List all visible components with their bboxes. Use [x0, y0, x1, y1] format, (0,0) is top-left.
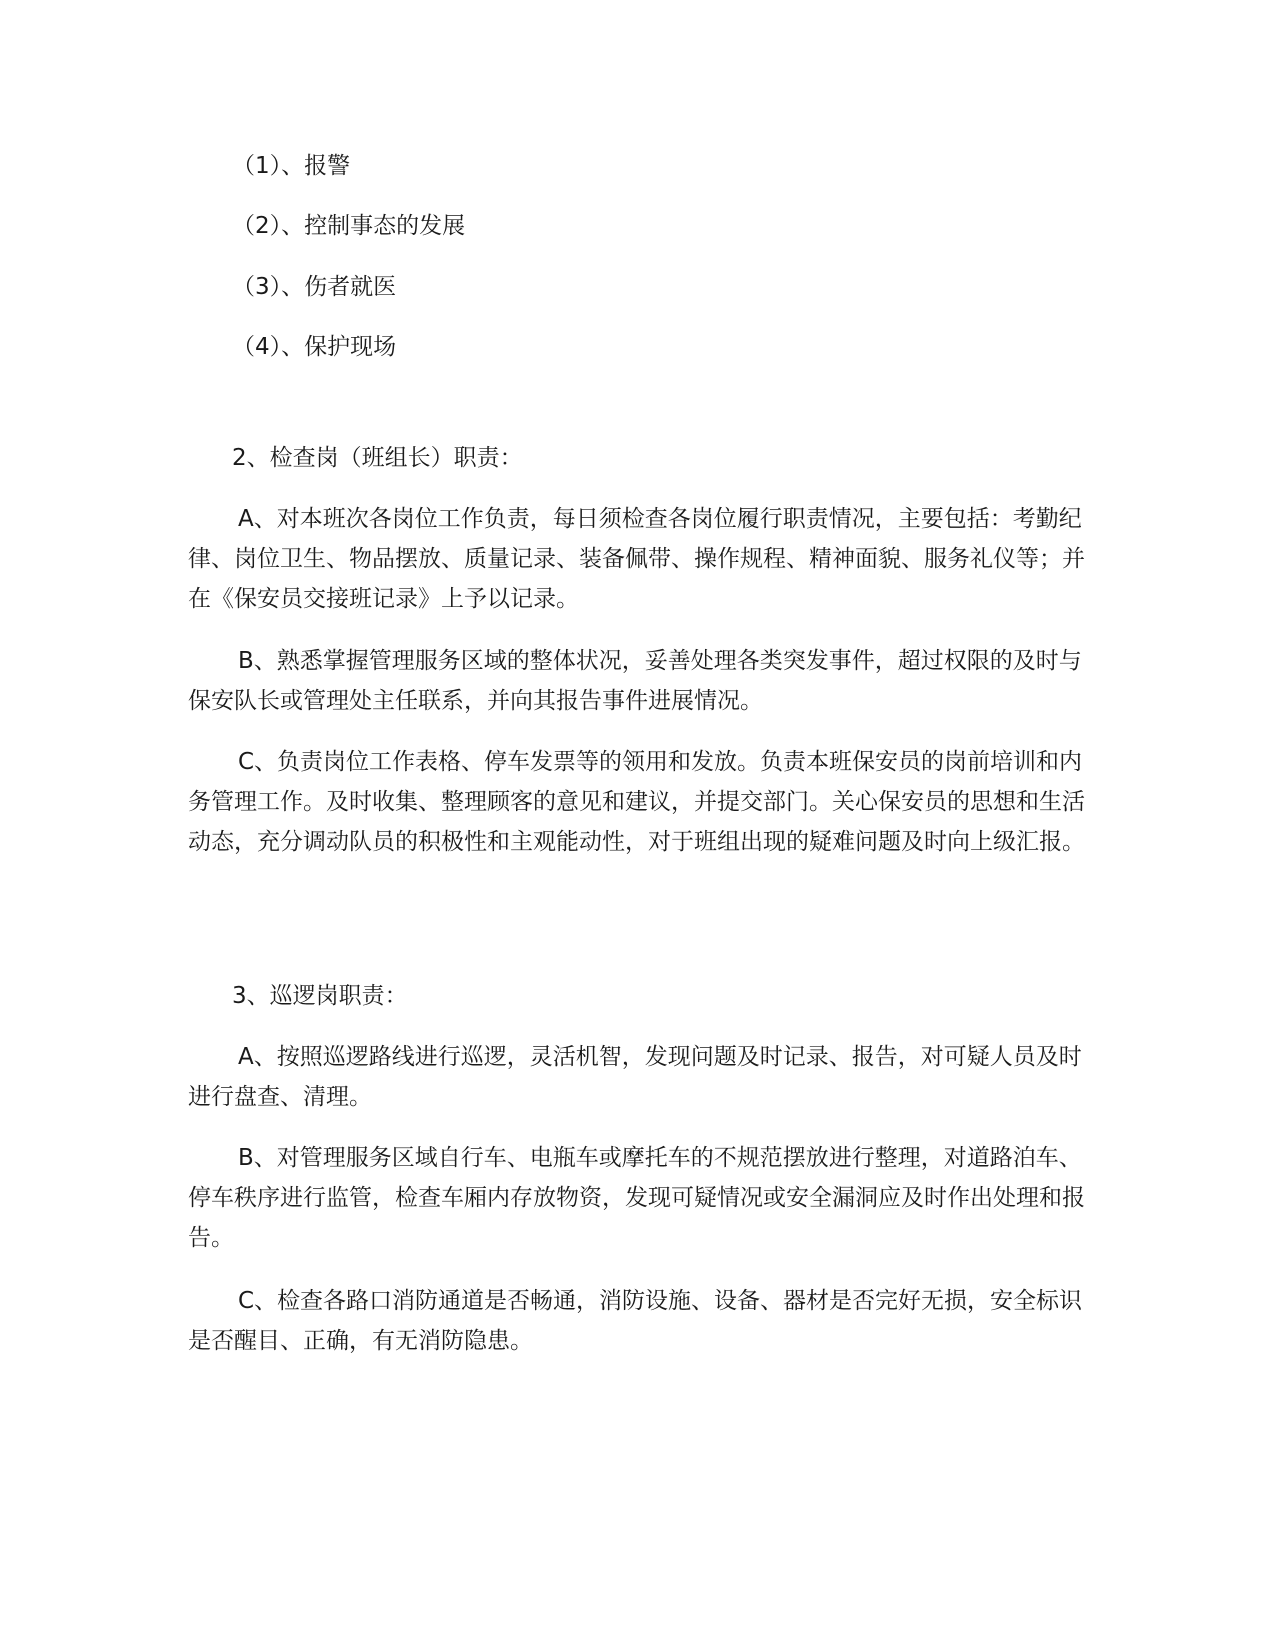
list-item-3: （3）、伤者就医 — [232, 274, 397, 300]
list-item-1: （1）、报警 — [232, 153, 351, 179]
section-2-paragraph-b: B、熟悉掌握管理服务区域的整体状况，妥善处理各类突发事件，超过权限的及时与保安队长或管理处主任联系，并向其报告事件进展情况。 — [188, 648, 1082, 714]
list-item-4: （4）、保护现场 — [232, 334, 397, 360]
section-3-heading: 3、巡逻岗职责： — [232, 983, 408, 1009]
section-2-paragraph-a: A、对本班次各岗位工作负责，每日须检查各岗位履行职责情况，主要包括：考勤纪律、岗位卫生、物品摆放、质量记录、装备佩带、操作规程、精神面貌、服务礼仪等；并在《保安员交接班记录》上予以记录。 — [188, 506, 1085, 612]
section-3-paragraph-b: B、对管理服务区域自行车、电瓶车或摩托车的不规范摆放进行整理，对道路泊车、停车秩序进行监管，检查车厢内存放物资，发现可疑情况或安全漏洞应及时作出处理和报告。 — [188, 1145, 1085, 1251]
section-3-paragraph-a: A、按照巡逻路线进行巡逻，灵活机智，发现问题及时记录、报告，对可疑人员及时进行盘查、清理。 — [188, 1044, 1082, 1110]
section-2-paragraph-c: C、负责岗位工作表格、停车发票等的领用和发放。负责本班保安员的岗前培训和内务管理工作。及时收集、整理顾客的意见和建议，并提交部门。关心保安员的思想和生活动态，充分调动队员的积极性和主观能动性，对于班组出现的疑难问题及时向上级汇报。 — [188, 749, 1085, 855]
section-3-paragraph-c: C、检查各路口消防通道是否畅通，消防设施、设备、器材是否完好无损，安全标识是否醒目、正确，有无消防隐患。 — [188, 1288, 1083, 1354]
section-2-heading: 2、检查岗（班组长）职责： — [232, 445, 523, 471]
list-item-2: （2）、控制事态的发展 — [232, 213, 466, 239]
